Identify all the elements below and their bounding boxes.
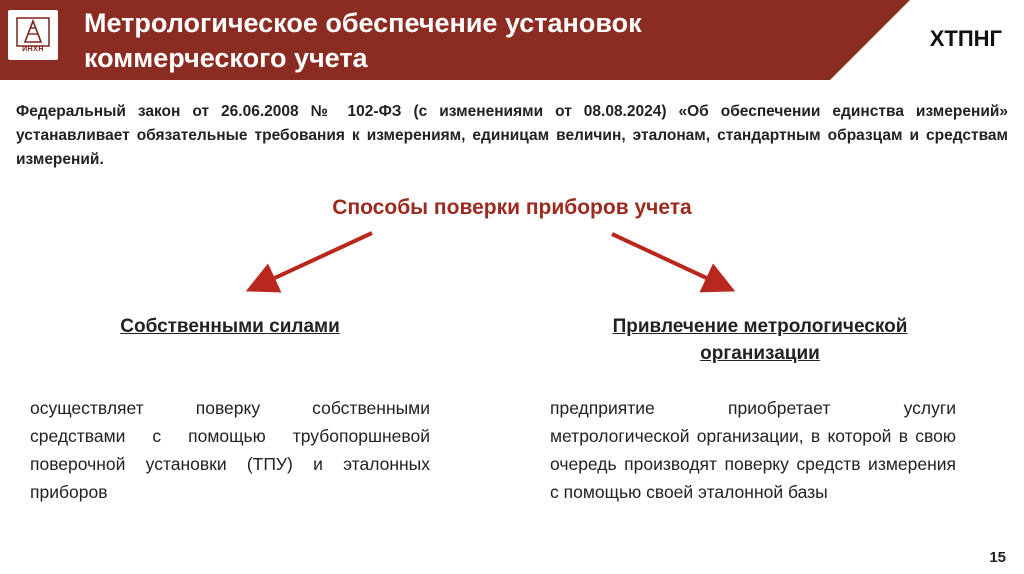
method-right-description: предприятие приобретает услуги метрологической организации, в которой в свою очередь производят поверку средств измерения с помощью своей эталонной базы bbox=[550, 398, 956, 502]
page-number: 15 bbox=[989, 549, 1006, 566]
logo-text: ИНХН bbox=[22, 46, 44, 53]
company-logo bbox=[8, 10, 58, 60]
method-left-title: Собственными силами bbox=[120, 316, 340, 337]
methods-heading: Способы поверки приборов учета bbox=[332, 196, 692, 219]
arrow-left bbox=[253, 233, 372, 288]
arrow-right bbox=[612, 234, 728, 288]
slide-title: Метрологическое обеспечение установок коммерческого учета bbox=[84, 8, 642, 73]
oil-derrick-icon bbox=[16, 17, 50, 47]
intro-text: Федеральный закон от 26.06.2008 № 102-ФЗ (с изменениями от 08.08.2024) «Об обеспечении единства измерений» устанавливает обязательные требования к измерениям, единицам величин, эталонам, стандартным образцам и средствам измерений. bbox=[16, 103, 1008, 168]
org-label: ХТПНГ bbox=[929, 26, 1002, 51]
method-right-title: Привлечение метрологической организации bbox=[612, 316, 908, 364]
method-left-description: осуществляет поверку собственными средствами с помощью трубопоршневой поверочной установки (ТПУ) и эталонных приборов bbox=[30, 398, 430, 502]
